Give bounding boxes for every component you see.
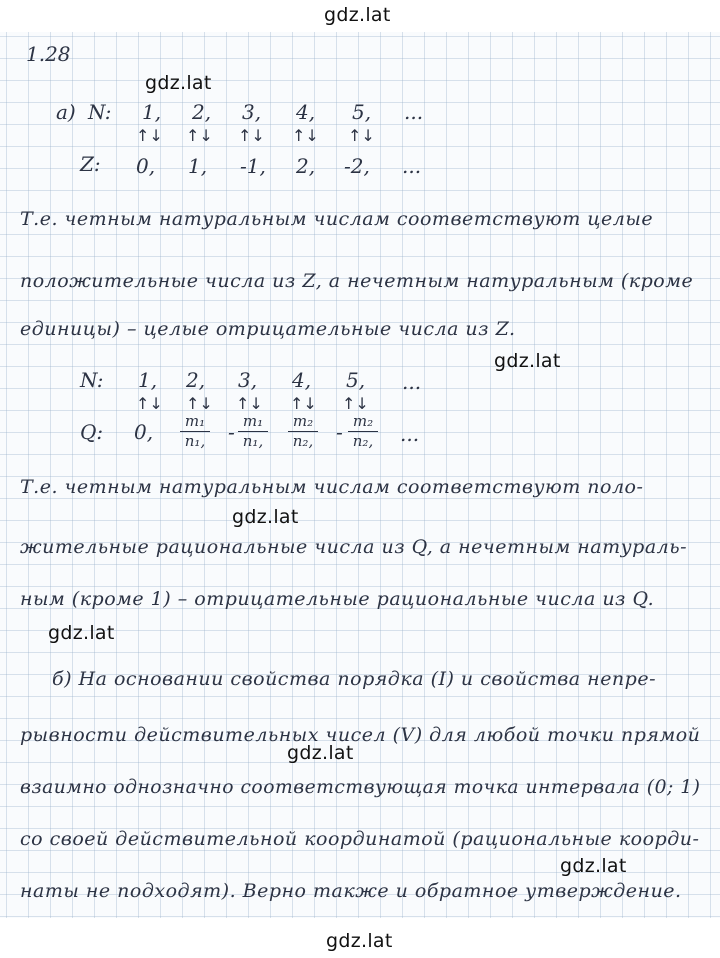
- text-line: б) На основании свойства порядка (I) и свойства непре-: [52, 668, 656, 690]
- sequence-ellipsis: ...: [400, 422, 420, 446]
- fraction-sign: -: [336, 420, 343, 444]
- fraction: [238, 414, 268, 449]
- sequence-value: 4,: [292, 368, 312, 392]
- bijection-arrows-icon: ↑↓: [136, 394, 163, 413]
- bijection-arrows-icon: ↑↓: [290, 394, 317, 413]
- text-line: со своей действительной координатой (рациональные коорди-: [20, 828, 700, 850]
- sequence-value: 3,: [238, 368, 258, 392]
- fraction-numerator: m₁: [184, 412, 206, 430]
- fraction: [288, 414, 318, 449]
- sequence-ellipsis: ...: [404, 100, 424, 124]
- text-line: единицы) – целые отрицательные числа из Z.: [20, 318, 516, 340]
- bijection-arrows-icon: ↑↓: [292, 126, 319, 145]
- text-line: жительные рациональные числа из Q, а нечетным натураль-: [20, 536, 688, 558]
- text-line: Т.е. четным натуральным числам соответствуют целые: [20, 208, 654, 230]
- bijection-arrows-icon: ↑↓: [238, 126, 265, 145]
- text-line: взаимно однозначно соответствующая точка интервала (0; 1): [20, 776, 701, 798]
- sequence-value: -2,: [344, 154, 370, 178]
- fraction-sign: -: [228, 420, 235, 444]
- fraction-numerator: m₂: [292, 412, 314, 430]
- watermark: gdz.lat: [324, 4, 391, 26]
- watermark: gdz.lat: [48, 622, 115, 644]
- sequence-value: 0,: [134, 420, 154, 444]
- sequence-value: 2,: [186, 368, 206, 392]
- set-label-z: Z:: [80, 152, 101, 176]
- fraction-denominator: n₂,: [352, 432, 374, 450]
- watermark: gdz.lat: [287, 742, 354, 764]
- part-a-label: а): [56, 100, 76, 124]
- fraction-numerator: m₁: [242, 412, 264, 430]
- text-line: рывности действительных чисел (V) для любой точки прямой: [20, 724, 701, 746]
- sequence-value: 3,: [242, 100, 262, 124]
- watermark: gdz.lat: [326, 930, 393, 952]
- bijection-arrows-icon: ↑↓: [236, 394, 263, 413]
- bijection-arrows-icon: ↑↓: [186, 394, 213, 413]
- fraction: [180, 414, 210, 449]
- text-line: ным (кроме 1) – отрицательные рациональные числа из Q.: [20, 588, 655, 610]
- bijection-arrows-icon: ↑↓: [342, 394, 369, 413]
- set-label-n: N:: [80, 368, 104, 392]
- bijection-arrows-icon: ↑↓: [186, 126, 213, 145]
- fraction-denominator: n₁,: [184, 432, 206, 450]
- sequence-value: 2,: [192, 100, 212, 124]
- sequence-value: 1,: [138, 368, 158, 392]
- set-label-n: N:: [88, 100, 112, 124]
- fraction-numerator: m₂: [352, 412, 374, 430]
- fraction-denominator: n₁,: [242, 432, 264, 450]
- sequence-value: 4,: [296, 100, 316, 124]
- watermark: gdz.lat: [232, 506, 299, 528]
- set-label-q: Q:: [80, 420, 104, 444]
- text-line: наты не подходят). Верно также и обратное утверждение.: [20, 880, 682, 902]
- text-line: положительные числа из Z, а нечетным натуральным (кроме: [20, 270, 694, 292]
- text-line: Т.е. четным натуральным числам соответствуют поло-: [20, 476, 644, 498]
- bijection-arrows-icon: ↑↓: [136, 126, 163, 145]
- watermark: gdz.lat: [494, 350, 561, 372]
- sequence-value: 1,: [188, 154, 208, 178]
- fraction: [348, 414, 378, 449]
- sequence-ellipsis: ...: [402, 370, 422, 394]
- sequence-ellipsis: ...: [402, 154, 422, 178]
- sequence-value: 1,: [142, 100, 162, 124]
- bijection-arrows-icon: ↑↓: [348, 126, 375, 145]
- sequence-value: 5,: [352, 100, 372, 124]
- fraction-denominator: n₂,: [292, 432, 314, 450]
- watermark: gdz.lat: [145, 72, 212, 94]
- sequence-value: 0,: [136, 154, 156, 178]
- watermark: gdz.lat: [560, 855, 627, 877]
- problem-number: 1.28: [26, 42, 71, 66]
- sequence-value: -1,: [240, 154, 266, 178]
- sequence-value: 2,: [296, 154, 316, 178]
- sequence-value: 5,: [346, 368, 366, 392]
